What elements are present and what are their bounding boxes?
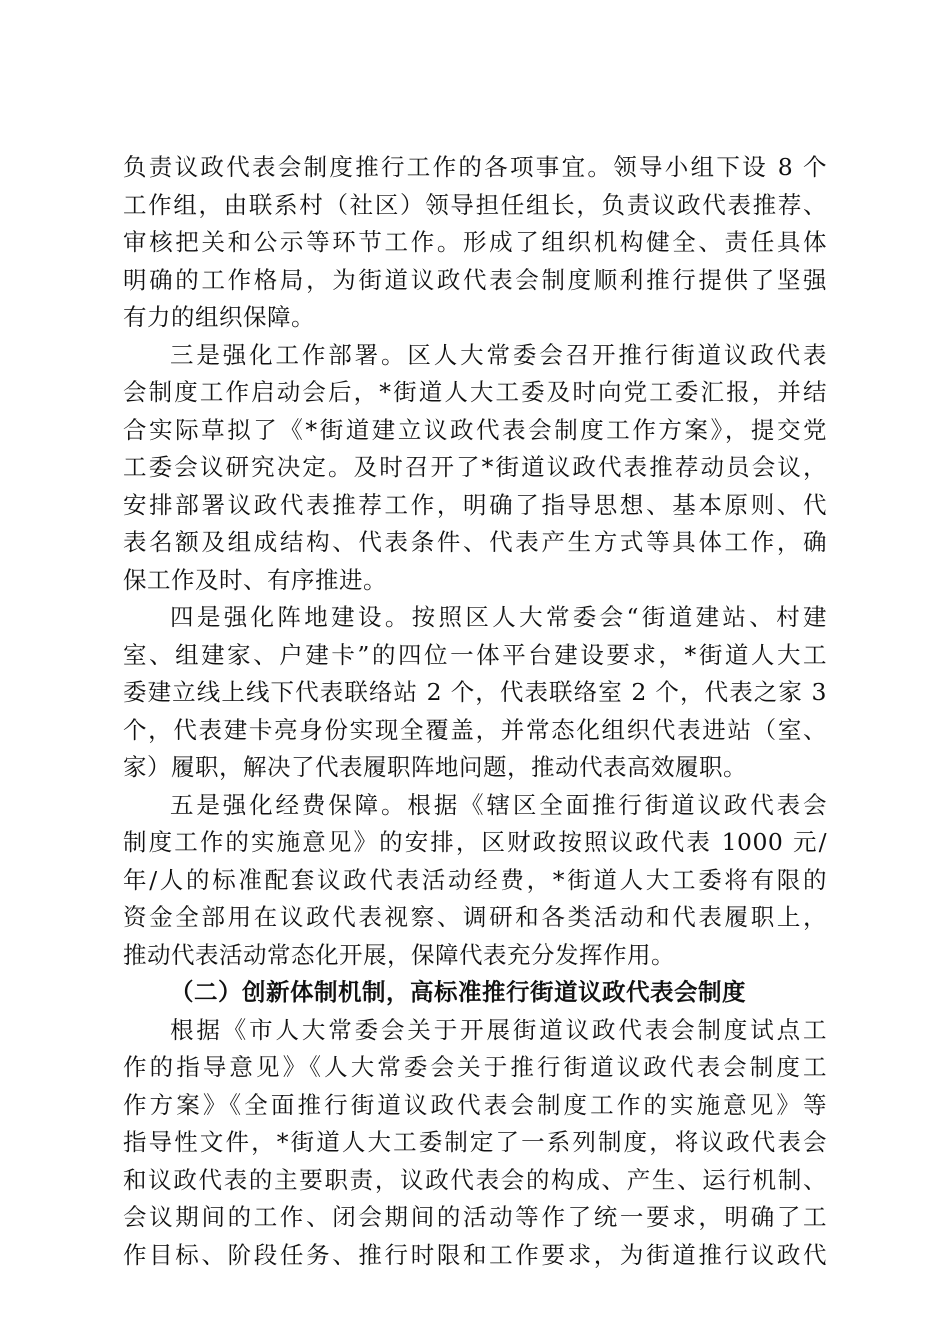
section-heading: （二）创新体制机制，高标准推行街道议政代表会制度 (170, 978, 746, 1006)
text-line: 明确的工作格局，为街道议政代表会制度顺利推行提供了坚强 (123, 265, 827, 294)
text-line: 审核把关和公示等环节工作。形成了组织机构健全、责任具体 (123, 228, 827, 256)
text-line: 年/人的标准配套议政代表活动经费，*街道人大工委将有限的 (123, 865, 827, 894)
text-line: 作目标、阶段任务、推行时限和工作要求，为街道推行议政代 (123, 1240, 827, 1269)
text-line: 和议政代表的主要职责，议政代表会的构成、产生、运行机制、 (123, 1165, 827, 1194)
text-line: 会议期间的工作、闭会期间的活动等作了统一要求，明确了工 (123, 1203, 827, 1231)
text-line: 会制度工作启动会后，*街道人大工委及时向党工委汇报，并结 (123, 378, 827, 406)
text-line: 工委会议研究决定。及时召开了*街道议政代表推荐动员会议， (123, 453, 827, 481)
document-body (123, 149, 827, 1274)
text-line: 合实际草拟了《*街道建立议政代表会制度工作方案》，提交党 (123, 415, 827, 444)
paragraph-start-line: 根据《市人大常委会关于开展街道议政代表会制度试点工 (170, 1015, 827, 1044)
text-line: 安排部署议政代表推荐工作，明确了指导思想、基本原则、代 (123, 490, 827, 519)
text-line: 指导性文件，*街道人大工委制定了一系列制度，将议政代表会 (123, 1128, 827, 1156)
paragraph-start-line: 三是强化工作部署。区人大常委会召开推行街道议政代表 (170, 340, 827, 369)
text-line: 负责议政代表会制度推行工作的各项事宜。领导小组下设 8 个 (123, 153, 827, 181)
paragraph-start-line: 五是强化经费保障。根据《辖区全面推行街道议政代表会 (170, 790, 827, 819)
text-line: 室、组建家、户建卡”的四位一体平台建设要求，*街道人大工 (123, 640, 827, 669)
text-line: 推动代表活动常态化开展，保障代表充分发挥作用。 (123, 940, 675, 969)
text-line: 有力的组织保障。 (123, 303, 315, 331)
text-line: 家）履职，解决了代表履职阵地问题，推动代表高效履职。 (123, 753, 747, 781)
text-line: 制度工作的实施意见》的安排，区财政按照议政代表 1000 元/ (123, 828, 827, 856)
text-line: 作的指导意见》《人大常委会关于推行街道议政代表会制度工 (123, 1053, 827, 1081)
text-line: 表名额及组成结构、代表条件、代表产生方式等具体工作，确 (123, 528, 827, 556)
text-line: 个，代表建卡亮身份实现全覆盖，并常态化组织代表进站（室、 (123, 715, 827, 744)
text-line: 资金全部用在议政代表视察、调研和各类活动和代表履职上， (123, 903, 827, 931)
text-line: 保工作及时、有序推进。 (123, 565, 387, 594)
text-line: 作方案》《全面推行街道议政代表会制度工作的实施意见》等 (123, 1090, 827, 1119)
text-line: 工作组，由联系村（社区）领导担任组长，负责议政代表推荐、 (123, 190, 827, 219)
text-line: 委建立线上线下代表联络站 2 个，代表联络室 2 个，代表之家 3 (123, 678, 827, 706)
paragraph-start-line: 四是强化阵地建设。按照区人大常委会“街道建站、村建 (170, 603, 827, 631)
